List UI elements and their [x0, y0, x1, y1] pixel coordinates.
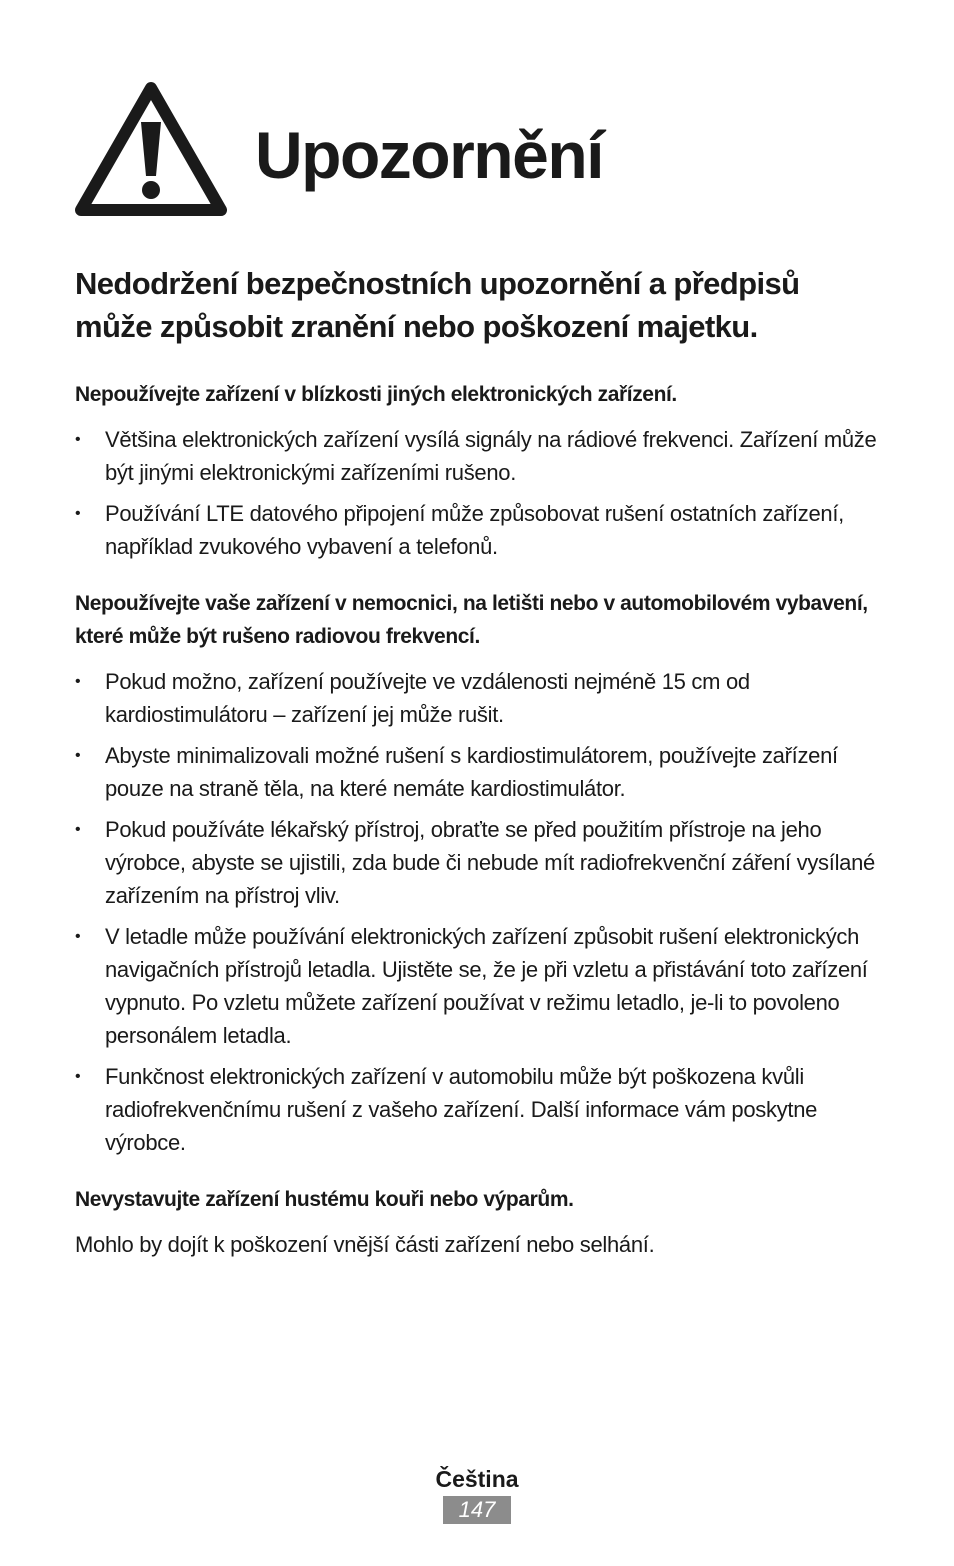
warning-triangle-icon — [75, 80, 227, 218]
list-item: • Funkčnost elektronických zařízení v automobilu může být poškozena kvůli radiofrekvenčnímu rušení z vašeho zařízení. Další informace vám poskytne výrobce. — [75, 1060, 880, 1159]
section-heading-electronics: Nepoužívejte zařízení v blízkosti jiných elektronických zařízení. — [75, 383, 677, 406]
list-item: • Pokud možno, zařízení používejte ve vzdálenosti nejméně 15 cm od kardiostimulátoru – zařízení jej může rušit. — [75, 665, 880, 731]
list-item: • V letadle může používání elektronických zařízení způsobit rušení elektronických navigačních přístrojů letadla. Ujistěte se, že je při vzletu a přistávání toto zařízení vypnuto. Po vzletu můžete zařízení používat v režimu letadlo, je-li to povoleno personálem letadla. — [75, 920, 880, 1052]
lead-warning: Nedodržení bezpečnostních upozornění a předpisů může způsobit zranění nebo poškození majetku. — [75, 266, 800, 344]
section-heading-hospital: Nepoužívejte vaše zařízení v nemocnici, na letišti nebo v automobilovém vybavení, které může být rušeno radiovou frekvencí. — [75, 592, 868, 648]
main-content — [75, 262, 880, 1261]
bullet-list-electronics — [75, 423, 880, 563]
bullet-icon: • — [75, 928, 81, 945]
bullet-icon: • — [75, 821, 81, 838]
page-header — [75, 80, 875, 220]
bullet-icon: • — [75, 431, 81, 448]
bullet-icon: • — [75, 1068, 81, 1085]
page-title: Upozornění — [255, 118, 603, 192]
list-item: • Pokud používáte lékařský přístroj, obraťte se před použitím přístroje na jeho výrobce, abyste se ujistili, zda bude či nebude mít radiofrekvenční záření vysílané zařízením na přístroj vliv. — [75, 813, 880, 912]
page-number: 147 — [443, 1496, 511, 1524]
page-footer — [0, 1462, 954, 1524]
bullet-icon: • — [75, 747, 81, 764]
list-item: • Většina elektronických zařízení vysílá signály na rádiové frekvenci. Zařízení může být jinými elektronickými zařízeními rušeno. — [75, 423, 880, 489]
section-text-smoke: Mohlo by dojít k poškození vnější části zařízení nebo selhání. — [75, 1232, 655, 1257]
list-item: • Abyste minimalizovali možné rušení s kardiostimulátorem, používejte zařízení pouze na straně těla, na které nemáte kardiostimulátor. — [75, 739, 880, 805]
footer-language: Čeština — [435, 1466, 519, 1492]
list-item: • Používání LTE datového připojení může způsobovat rušení ostatních zařízení, například zvukového vybavení a telefonů. — [75, 497, 880, 563]
bullet-icon: • — [75, 505, 81, 522]
bullet-list-hospital — [75, 665, 880, 1159]
bullet-icon: • — [75, 673, 81, 690]
section-heading-smoke: Nevystavujte zařízení hustému kouři nebo výparům. — [75, 1188, 574, 1211]
